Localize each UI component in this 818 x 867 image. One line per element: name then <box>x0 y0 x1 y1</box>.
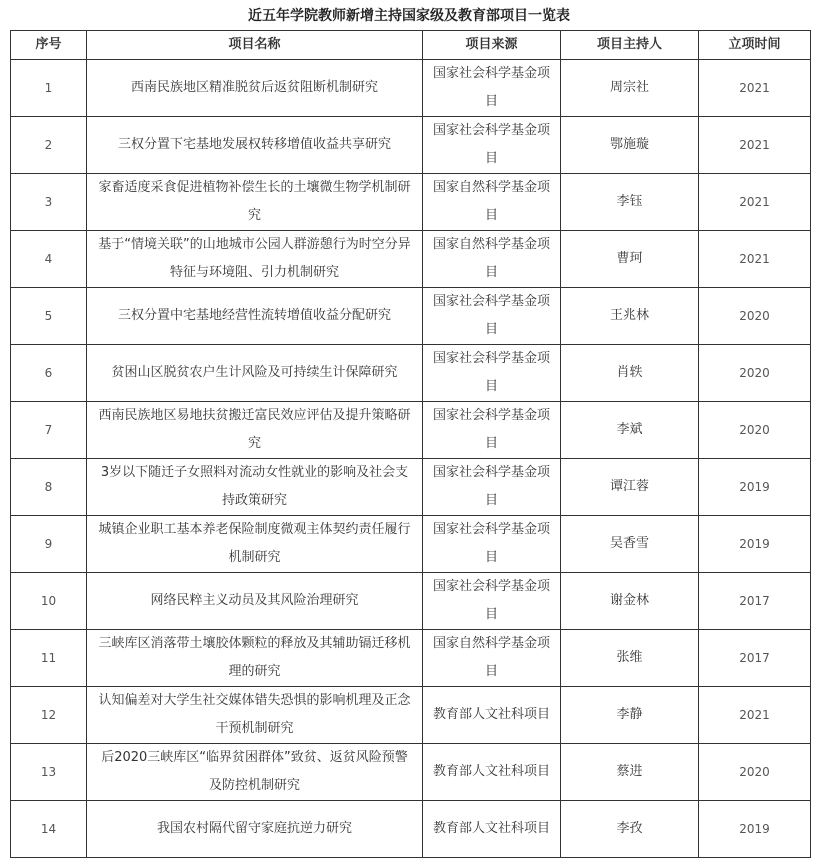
project-leader-cell: 周宗社 <box>561 60 699 117</box>
table-body <box>11 60 811 858</box>
project-name-cell: 后2020三峡库区“临界贫困群体”致贫、返贫风险预警及防控机制研究 <box>87 744 423 801</box>
project-source-cell: 教育部人文社科项目 <box>423 687 561 744</box>
project-source-cell: 教育部人文社科项目 <box>423 744 561 801</box>
table-row <box>11 516 811 573</box>
project-name-cell: 城镇企业职工基本养老保险制度微观主体契约责任履行机制研究 <box>87 516 423 573</box>
approval-year-cell: 2021 <box>699 60 811 117</box>
row-index-cell: 2 <box>11 117 87 174</box>
approval-year-cell: 2017 <box>699 630 811 687</box>
row-index-cell: 13 <box>11 744 87 801</box>
project-leader-cell: 肖轶 <box>561 345 699 402</box>
project-source-cell: 教育部人文社科项目 <box>423 801 561 858</box>
approval-year-cell: 2017 <box>699 573 811 630</box>
project-source-cell: 国家社会科学基金项目 <box>423 459 561 516</box>
page-title: 近五年学院教师新增主持国家级及教育部项目一览表 <box>248 8 570 24</box>
row-index-cell: 14 <box>11 801 87 858</box>
header-project-leader: 项目主持人 <box>561 31 699 60</box>
project-source-cell: 国家社会科学基金项目 <box>423 573 561 630</box>
project-name-cell: 三峡库区消落带土壤胶体颗粒的释放及其辅助镉迁移机理的研究 <box>87 630 423 687</box>
project-source-cell: 国家自然科学基金项目 <box>423 630 561 687</box>
row-index-cell: 3 <box>11 174 87 231</box>
header-approval-year: 立项时间 <box>699 31 811 60</box>
project-name-cell: 西南民族地区易地扶贫搬迁富民效应评估及提升策略研究 <box>87 402 423 459</box>
project-leader-cell: 谭江蓉 <box>561 459 699 516</box>
project-name-cell: 西南民族地区精准脱贫后返贫阻断机制研究 <box>87 60 423 117</box>
project-leader-cell: 谢金林 <box>561 573 699 630</box>
project-name-cell: 贫困山区脱贫农户生计风险及可持续生计保障研究 <box>87 345 423 402</box>
project-source-cell: 国家社会科学基金项目 <box>423 516 561 573</box>
row-index-cell: 8 <box>11 459 87 516</box>
project-name-cell: 三权分置中宅基地经营性流转增值收益分配研究 <box>87 288 423 345</box>
row-index-cell: 7 <box>11 402 87 459</box>
approval-year-cell: 2021 <box>699 231 811 288</box>
approval-year-cell: 2019 <box>699 516 811 573</box>
project-leader-cell: 张维 <box>561 630 699 687</box>
project-source-cell: 国家社会科学基金项目 <box>423 60 561 117</box>
project-name-cell: 基于“情境关联”的山地城市公园人群游憩行为时空分异特征与环境阻、引力机制研究 <box>87 231 423 288</box>
project-name-cell: 三权分置下宅基地发展权转移增值收益共享研究 <box>87 117 423 174</box>
table-row <box>11 402 811 459</box>
approval-year-cell: 2021 <box>699 174 811 231</box>
table-row <box>11 174 811 231</box>
project-leader-cell: 李静 <box>561 687 699 744</box>
table-row <box>11 744 811 801</box>
row-index-cell: 9 <box>11 516 87 573</box>
table-row <box>11 630 811 687</box>
project-name-cell: 家畜适度采食促进植物补偿生长的土壤微生物学机制研究 <box>87 174 423 231</box>
project-name-cell: 我国农村隔代留守家庭抗逆力研究 <box>87 801 423 858</box>
project-leader-cell: 曹珂 <box>561 231 699 288</box>
row-index-cell: 1 <box>11 60 87 117</box>
approval-year-cell: 2019 <box>699 801 811 858</box>
project-leader-cell: 李钰 <box>561 174 699 231</box>
project-leader-cell: 李斌 <box>561 402 699 459</box>
header-project-name: 项目名称 <box>87 31 423 60</box>
table-row <box>11 687 811 744</box>
row-index-cell: 6 <box>11 345 87 402</box>
header-project-source: 项目来源 <box>423 31 561 60</box>
project-leader-cell: 蔡进 <box>561 744 699 801</box>
projects-table <box>10 30 811 858</box>
table-row <box>11 801 811 858</box>
projects-table-container <box>10 30 810 858</box>
approval-year-cell: 2020 <box>699 402 811 459</box>
approval-year-cell: 2021 <box>699 117 811 174</box>
project-source-cell: 国家社会科学基金项目 <box>423 345 561 402</box>
header-row <box>11 31 811 60</box>
project-leader-cell: 鄂施璇 <box>561 117 699 174</box>
table-row <box>11 288 811 345</box>
project-leader-cell: 吴香雪 <box>561 516 699 573</box>
project-source-cell: 国家社会科学基金项目 <box>423 288 561 345</box>
project-name-cell: 3岁以下随迁子女照料对流动女性就业的影响及社会支持政策研究 <box>87 459 423 516</box>
table-row <box>11 573 811 630</box>
row-index-cell: 11 <box>11 630 87 687</box>
project-leader-cell: 王兆林 <box>561 288 699 345</box>
project-source-cell: 国家社会科学基金项目 <box>423 117 561 174</box>
project-source-cell: 国家自然科学基金项目 <box>423 231 561 288</box>
project-source-cell: 国家社会科学基金项目 <box>423 402 561 459</box>
table-header <box>11 31 811 60</box>
header-index: 序号 <box>11 31 87 60</box>
table-row <box>11 117 811 174</box>
table-row <box>11 60 811 117</box>
table-row <box>11 459 811 516</box>
approval-year-cell: 2020 <box>699 288 811 345</box>
approval-year-cell: 2020 <box>699 345 811 402</box>
project-source-cell: 国家自然科学基金项目 <box>423 174 561 231</box>
project-name-cell: 网络民粹主义动员及其风险治理研究 <box>87 573 423 630</box>
table-row <box>11 231 811 288</box>
approval-year-cell: 2021 <box>699 687 811 744</box>
row-index-cell: 4 <box>11 231 87 288</box>
project-leader-cell: 李孜 <box>561 801 699 858</box>
table-row <box>11 345 811 402</box>
row-index-cell: 5 <box>11 288 87 345</box>
row-index-cell: 10 <box>11 573 87 630</box>
row-index-cell: 12 <box>11 687 87 744</box>
approval-year-cell: 2020 <box>699 744 811 801</box>
project-name-cell: 认知偏差对大学生社交媒体错失恐惧的影响机理及正念干预机制研究 <box>87 687 423 744</box>
approval-year-cell: 2019 <box>699 459 811 516</box>
